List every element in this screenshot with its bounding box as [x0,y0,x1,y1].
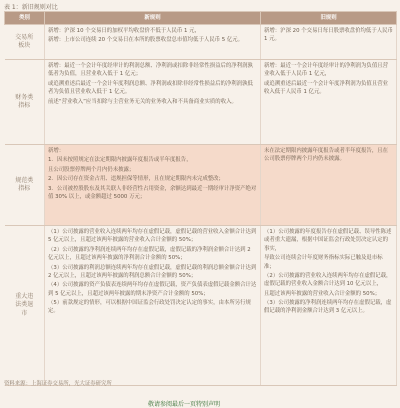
table-row [5,60,397,145]
new-rule-text: 新增：沪深 10 个交易日的加权平均收盘价不低于人民币 1 元， [48,28,200,34]
header-new-rules: 新规则 [45,12,261,25]
category-cell: 交易所 板块 [5,25,45,60]
header-category: 类别 [5,12,45,25]
new-rule-text: 1．因未按照规定在法定期限内披露年度报告或半年度报告， [48,157,192,164]
category-cell: 重大违 法类退 市 [5,226,45,386]
disclaimer-link[interactable]: 敬请参阅最后一页特别声明 [148,401,221,408]
new-rule-text: （1）公司披露的营业收入连续两年均存在虚假记载，虚假记载的营业收入金额合计达到 5 亿元以上，且超过该两年披露的营业收入合计金额的 50%； [48,229,257,244]
old-rule-text: （3）公司披露的净利润连续两年均存在虚假记载，虚假记载的净利润金额合计达到 3 亿元以上。 [264,300,392,315]
new-rule-text: 或追溯重述后最近一个会计年度利润总额、净利润或扣除非经常性损益后的净利润孰低者为负值且营业收入低于 1 亿元。 [48,80,253,96]
old-rule-text: 新增：沪深 20 个交易日每日股票收盘价均低于人民币 1 元。 [264,28,393,43]
old-rule-text: （1）公司披露的年度报告存在虚假记载、误导性陈述或者重大遗漏，根据中国证监会行政处罚决定认定的事实， [264,229,392,252]
new-rule-text: 且公司股票停牌两个月内仍未披露； [48,166,135,173]
old-rule-cell [261,226,397,386]
old-rule-text: 新增：最近一个会计年度经审计的净利润为负值且营业收入低于人民币 1 亿元， [264,63,388,78]
new-rule-cell [45,226,261,386]
new-rule-cell [45,145,261,226]
category-cell: 规范类 指标 [5,145,45,226]
new-rule-text: （5）前款规定的情形，可以根据中国证监会行政处罚决定认定的事实，由本所另行规定。 [48,300,251,315]
new-rule-cell [45,25,261,60]
new-rule-cell [45,60,261,145]
old-rule-text: 未在法定期限内披露年度报告或者半年度报告，且在公司股票停牌两个月内仍未披露。 [264,148,388,163]
header-old-rules: 旧规则 [261,12,397,25]
rules-comparison-table [4,11,397,386]
table-caption: 表 1：新旧规则对比 [4,4,58,11]
old-rule-text: （2）公司披露的营业收入连续两年均存在虚假记载，虚假记载的营业收入金额合计达到 10 亿元以上， [264,272,392,288]
old-rule-text: 且超过该两年披露的营业收入合计金额的 50%； [264,290,381,297]
new-rule-text: （2）公司披露的净利润连续两年均存在虚假记载，虚假记载的净利润金额合计达到 2 亿元以上，且超过该两年披露的净利润合计金额的 50%； [48,246,251,262]
new-rule-text: 新增：上市公司连续 20 个交易日在本所的股票收盘总市值均低于人民币 5 亿元。 [48,37,244,44]
old-rule-text: 导致公司连续会计年度财务指标实际已触及退市标准； [264,255,383,270]
new-rule-text: 2．因公司存在资金占用、违规担保等情形，且在规定期限内未完成整改； [48,176,224,183]
new-rule-text: 3．公司被控股股东及其关联人非经营性占用资金，余额达到最近一期经审计净资产绝对值 30% 以上，或金额超过 5000 万元； [48,185,257,200]
table-row [5,25,397,60]
category-cell: 财务类 指标 [5,60,45,145]
source-footnote: 资料来源：上海证券交易所，光大证券研究所 [4,381,112,387]
new-rule-text: 新增： [48,148,65,154]
old-rule-cell [261,145,397,226]
old-rule-text: 或追溯重述后最近一个会计年度净利润为负值且营业收入低于人民币 1 亿元。 [264,80,388,96]
old-rule-cell [261,25,397,60]
new-rule-text: 前述“营业收入”应当扣除与主营业务无关的业务收入和不具备商业实质的收入。 [48,98,237,105]
new-rule-text: 新增：最近一个会计年度经审计的利润总额、净利润或扣除非经常性损益后的净利润孰低者为负值，且营业收入低于 1 亿元； [48,63,253,78]
new-rule-text: （4）公司披露的资产负债表连续两年均存在虚假记载，资产负债表虚假记载金额合计达到 5 亿元以上，且超过该两年披露的期末净资产合计金额的 50%； [48,282,257,297]
old-rule-cell [261,60,397,145]
new-rule-text: （3）公司披露的利润总额连续两年均存在虚假记载，虚假记载的利润总额金额合计达到 2 亿元以上，且超过该两年披露的利润总额合计金额的 50%； [48,264,257,279]
table-header-row [5,12,397,25]
table-row [5,226,397,386]
table-row [5,145,397,226]
